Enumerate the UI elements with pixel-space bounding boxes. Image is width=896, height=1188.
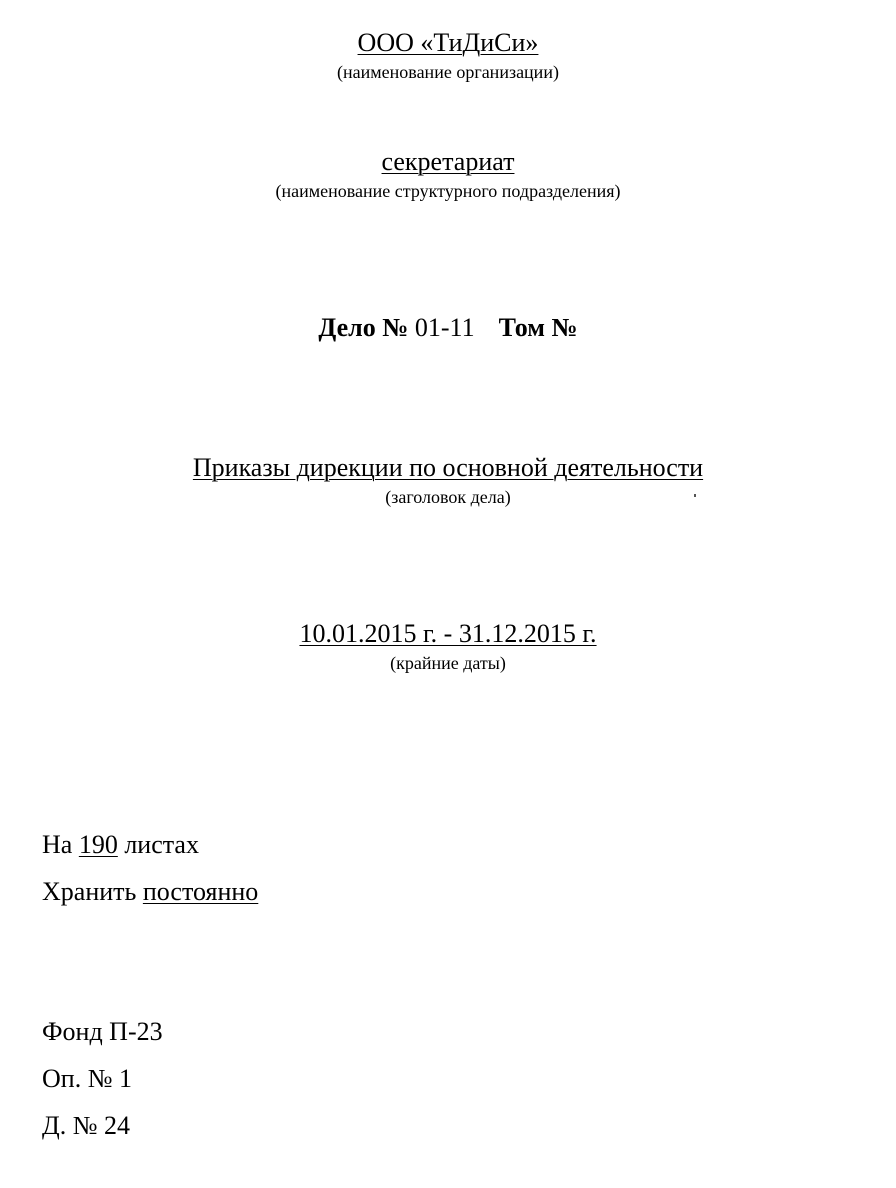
scan-speck bbox=[694, 494, 696, 497]
storage-label: Хранить bbox=[42, 877, 137, 906]
sheets-count: 190 bbox=[78, 830, 118, 859]
sheets-line bbox=[42, 830, 199, 860]
storage-line bbox=[42, 877, 258, 907]
organization-name: ООО «ТиДиСи» bbox=[357, 28, 539, 57]
case-number: 01-11 bbox=[414, 313, 475, 342]
volume-label: Том № bbox=[498, 313, 578, 342]
archive-opis: Оп. № 1 bbox=[42, 1064, 132, 1093]
sheets-prefix: На bbox=[42, 830, 73, 859]
case-title: Приказы дирекции по основной деятельности bbox=[192, 453, 704, 482]
organization-caption: (наименование организации) bbox=[337, 62, 559, 82]
storage-value: постоянно bbox=[142, 877, 259, 906]
department-name-line bbox=[0, 147, 896, 177]
archive-fond: Фонд П-23 bbox=[42, 1017, 163, 1046]
case-dates: 10.01.2015 г. - 31.12.2015 г. bbox=[299, 619, 597, 648]
department-name: секретариат bbox=[381, 147, 515, 176]
dates-line bbox=[0, 619, 896, 649]
organization-name-line bbox=[0, 28, 896, 58]
sheets-suffix: листах bbox=[124, 830, 199, 859]
case-heading bbox=[0, 313, 896, 343]
archive-delo: Д. № 24 bbox=[42, 1111, 131, 1140]
case-title-caption: (заголовок дела) bbox=[385, 487, 511, 507]
case-title-line bbox=[0, 453, 896, 483]
dates-caption: (крайние даты) bbox=[390, 653, 506, 673]
case-label: Дело № bbox=[318, 313, 409, 342]
department-caption: (наименование структурного подразделения) bbox=[275, 181, 621, 201]
